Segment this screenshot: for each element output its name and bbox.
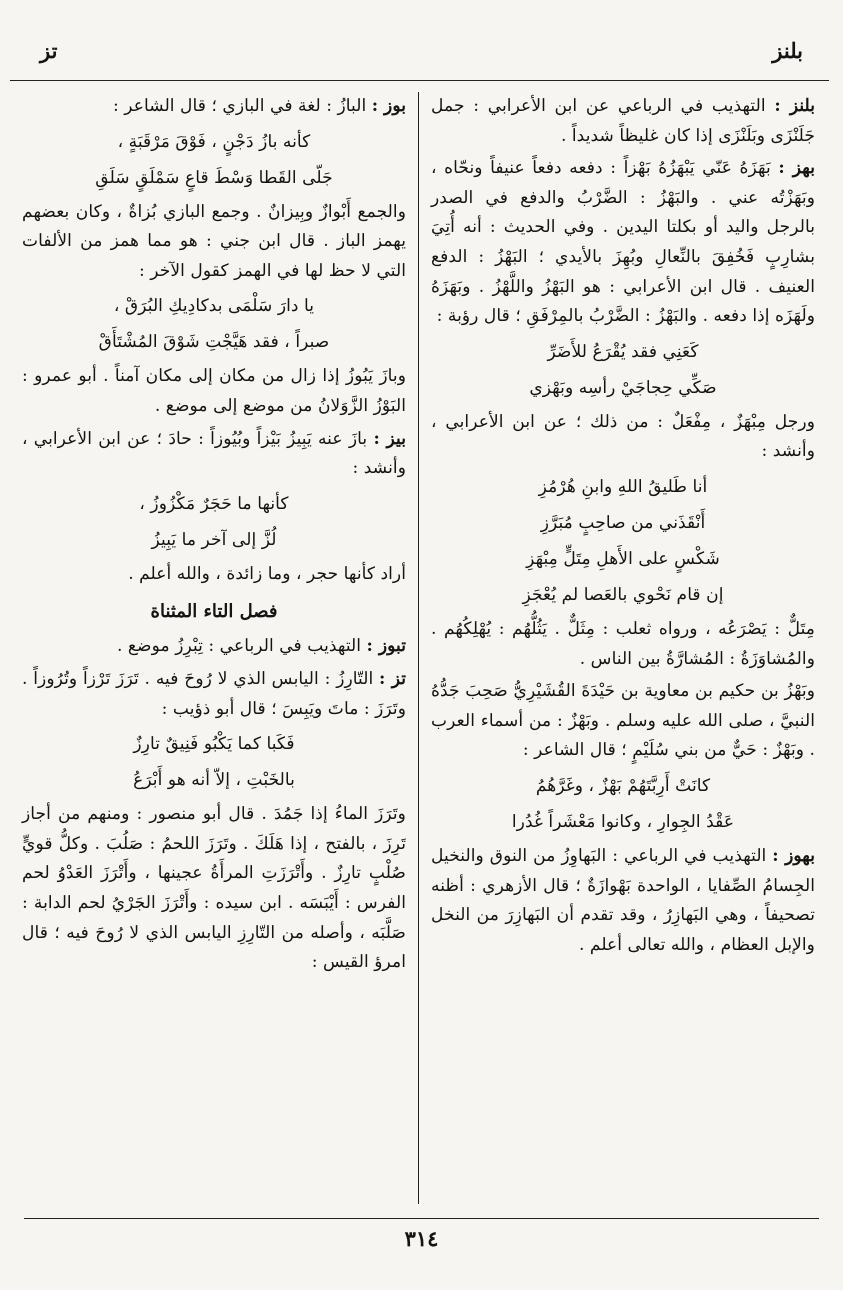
entry-headword: تز : — [379, 668, 406, 689]
dictionary-entry — [22, 632, 406, 662]
column-divider — [418, 92, 419, 1204]
verse-line: أَنْقَذَني من صاحِبٍ مُبَرَّزِ — [540, 512, 706, 533]
verse-line: أنا طَليقُ اللهِ وابنِ هُرْمُزِ — [538, 476, 708, 497]
entry-paragraph — [431, 615, 815, 674]
verse-line: شَكْسٍ على الأَهلِ مِتَلٍّ مِبْهَزِ — [526, 548, 720, 569]
entry-headword: بيز : — [373, 428, 406, 449]
entry-text: أراد كأنها حجر ، وما زائدة ، والله أعلم . — [128, 563, 406, 584]
verse-line: صَكِّي حِجاجَيْ رأسِه وبَهْزي — [529, 377, 717, 398]
entry-headword: بوز : — [371, 96, 406, 116]
page-header — [40, 26, 803, 74]
header-rule — [10, 80, 829, 81]
dictionary-entry — [22, 665, 406, 724]
dictionary-entry — [431, 842, 815, 960]
entry-text: البازُ : لغة في البازي ؛ قال الشاعر : — [113, 96, 367, 116]
entry-paragraph — [22, 800, 406, 978]
entry-text: وتَرَزَ الماءُ إذا جَمُدَ . قال أبو منصور : ومنهم من أجاز تَرِزَ ، بالفتح ، إذا هَلَكَ . وتَرَزَ اللحمُ : صَلُبَ . وكلُّ قويٍّ صُلْبٍ تارِزٌ . وأَتْرَزَتِ المرأَةُ عجينها ، وأَتْرَزَ العَدْوُ لحم الفرس : أَيْبَسَه . ابن سيده : وأَتْرَزَ الجَرْيُ لحم الدابة : صَلَّبَه ، وأصله من التّارِزِ اليابس الذي لا رُوحَ فيه ؛ قال امرؤ القيس : — [22, 804, 406, 973]
dictionary-entry — [431, 154, 815, 332]
entry-text: ورجل مِبْهَزٌ ، مِفْعَلٌ : من ذلك ؛ عن ابن الأعرابي ، وأنشد : — [431, 411, 815, 462]
header-left-word: تز — [40, 37, 58, 63]
entry-text: بَهَزَهُ عَنّي يَبْهَزُهُ بَهْزاً : دفعه دفعاً عنيفاً ونحّاه ، وبَهَزْتُه عني . والبَهْزُ : الضَّرْبُ والدفع في الصدر بالرجل واليد أو بكلتا اليدين . وفي الحديث : أنه أُتِيَ بشارِبٍ فَخُفِقَ بالنِّعالِ وبُهِزَ بالأيدي ؛ البَهْزُ : الدفع العنيف . قال ابن الأعرابي : هو البَهْزُ واللَّهْزُ . وبَهَزَهُ ولَهَزَه إذا دفعه . والبَهْزُ : الضَّرْبُ بالمِرْفَقِ ؛ قال رؤبة : — [431, 158, 815, 327]
verse-line: يا دارَ سَلْمَى بدكادِيكِ البُرَقْ ، — [113, 296, 315, 317]
verse-line: عَقْدُ الجِوارِ ، وكانوا مَعْشَراً غُدُرا — [511, 811, 735, 832]
entry-text: التهذيب في الرباعي : البَهاوِزُ من النوق والنخيل الجِسامُ الصِّفايا ، الواحدة بَهْوازَةٌ ؛ قال الأزهري : أظنه تصحيفاً ، وهي البَهازِرُ ، وقد تقدم أن البَهازِرَ من النخل والإبل العظام ، والله تعالى أعلم . — [431, 845, 815, 955]
verse-line: كانَتْ أَرِبَّتَهُمْ بَهْزٌ ، وغَرَّهُمُ — [535, 775, 711, 796]
verse-line: كأنه بازُ دَجْنٍ ، فَوْقَ مَرْقَبَةٍ ، — [117, 131, 311, 152]
entry-text: التهذيب في الرباعي عن ابن الأعرابي : جمل جَلَنْزَى وبَلَنْزَى إذا كان غليظاً شديداً . — [431, 96, 815, 146]
dictionary-entry — [22, 425, 406, 484]
header-right-word: بلنز — [772, 37, 803, 63]
entry-headword: بلنز : — [774, 96, 815, 116]
entry-text: التّارِزُ : اليابس الذي لا رُوحَ فيه . تَرَزَ تَرْزاً وتُرُوزاً . وتَرَزَ : ماتَ ويَبِسَ ؛ قال أبو ذؤيب : — [22, 668, 406, 719]
dictionary-entry — [22, 92, 406, 122]
verse-line: بالخَبْتِ ، إلاّ أنه هو أَبْرَعُ — [133, 770, 295, 791]
verse-line: كَعَنِي فقد يُقْرَعُ للأَضَرِّ — [547, 341, 699, 362]
entry-headword: بهوز : — [772, 845, 815, 866]
entry-text: وبازَ يَبُوزُ إذا زال من مكان إلى مكان آمناً . أبو عمرو : البَوْزُ الزَّوَلانُ من موضع إلى موضع . — [22, 366, 406, 416]
entry-headword: تبوز : — [366, 636, 406, 657]
entry-text: وبَهْزُ بن حكيم بن معاوية بن حَيْدَةَ القُشَيْرِيُّ صَحِبَ جَدُّهُ النبيَّ ، صلى الله عليه وسلم . وبَهْزٌ : من أسماء العرب . وبَهْزٌ : حَيٌّ من بني سُلَيْمٍ ؛ قال الشاعر : — [431, 681, 815, 761]
entry-paragraph — [22, 362, 406, 421]
entry-text: بازَ عنه يَبِيزُ بَيْزاً وبُيُوزاً : حادَ ؛ عن ابن الأعرابي ، وأنشد : — [22, 428, 406, 479]
entry-headword: بهز : — [778, 158, 815, 179]
entry-paragraph — [431, 408, 815, 467]
verse-line: جَلّى القَطا وَسْطَ قاعٍ سَمْلَقٍ سَلَقِ — [95, 167, 333, 188]
section-title: فصل التاء المثناة — [150, 601, 278, 623]
two-column-body — [10, 92, 827, 1210]
entry-paragraph — [22, 560, 406, 590]
verse-line: كأنها ما حَجَرٌ مَكْزُوزُ ، — [139, 493, 289, 514]
verse-line: فَكَبا كما يَكْبُو فَنِيقٌ تارِزٌ — [133, 734, 295, 755]
right-column — [419, 92, 827, 1210]
verse-line: صبراً ، فقد هَيَّجْتِ شَوْقَ المُشْتَأَقْ — [98, 332, 330, 353]
entry-text: مِتَلٌّ : يَصْرَعُه ، ورواه ثعلب : مِثَلٌّ . يَثُلُّهُم : يُهْلِكُهُم . والمُشاوَزَةُ : المُشارَّةُ بين الناس . — [431, 618, 815, 669]
dictionary-entry — [431, 92, 815, 151]
entry-text: التهذيب في الرباعي : تِبْرِزُ موضع . — [116, 636, 362, 657]
left-column — [10, 92, 418, 1210]
page-number: ٣١٤ — [404, 1226, 439, 1251]
entry-paragraph — [431, 677, 815, 766]
entry-paragraph — [22, 198, 406, 287]
entry-text: والجمع أَبْوازٌ وبِيزانٌ . وجمع البازي بُزاةٌ ، وكان بعضهم يهمز الباز . قال ابن جني : هو مما همز من الألفات التي لا حظ لها في الهمز كقول الآخر : — [22, 201, 406, 281]
verse-line: إن قام نَحْوي بالعَصا لم يُعْجَزِ — [522, 584, 724, 605]
footer-rule — [24, 1218, 819, 1219]
verse-line: لُزَّ إلى آخر ما يَبِيزُ — [151, 529, 277, 550]
